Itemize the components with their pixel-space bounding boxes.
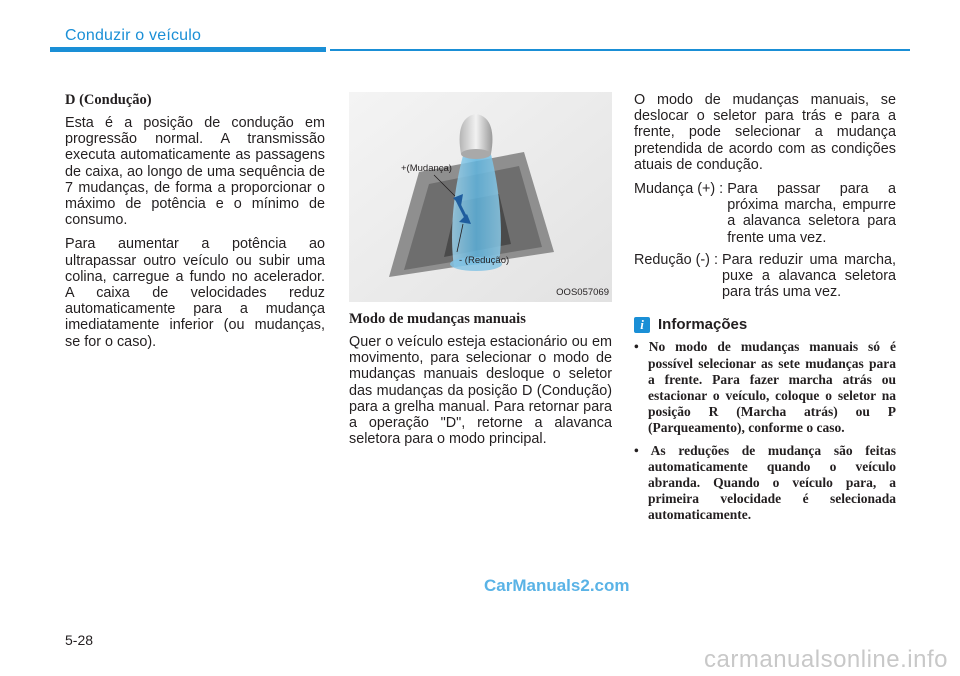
column-left [65, 92, 325, 358]
info-icon: i [634, 317, 650, 333]
definition-shift-down [634, 252, 896, 301]
list-item: • As reduções de mudança são feitas automaticamente quando o veículo abranda. Quando o veículo para, a primeira velocidade é selecionada automaticamente. [634, 442, 896, 523]
column-middle [349, 92, 612, 455]
header-rule-thin [330, 49, 910, 51]
info-header [634, 316, 896, 333]
info-list [634, 339, 896, 523]
definition-term: Mudança (+) : [634, 181, 724, 198]
definition-shift-up [634, 181, 896, 246]
figure-code: OOS057069 [556, 287, 609, 298]
definition-description: Para reduzir uma marcha, puxe a alavanca seletora para trás uma vez. [721, 251, 896, 301]
watermark-link[interactable]: CarManuals2.com [484, 576, 630, 595]
heading-drive: D (Condução) [65, 92, 152, 108]
footer-watermark: carmanualsonline.info [704, 646, 948, 673]
paragraph-drive-2: Para aumentar a potência ao ultrapassar outro veículo ou subir uma colina, carregue a fundo no acelerador. A caixa de velocidades reduz automaticamente para a mudança imediatamente inferior (ou mudanças, se for o caso). [65, 236, 325, 350]
paragraph-drive-1: Esta é a posição de condução em progressão normal. A transmissão executa automaticamente as passagens de caixa, ao longo de uma sequência de 7 mudanças, de forma a proporcionar o máximo de potência e o mínimo de consumo. [65, 115, 325, 229]
heading-manual-mode: Modo de mudanças manuais [349, 311, 526, 327]
paragraph-manual-mode: Quer o veículo esteja estacionário ou em movimento, para selecionar o modo de mudanças manuais desloque o seletor das mudanças da posição D (Condução) para a grelha manual. Para retornar para a operação "D", retorne a alavanca seletora para o modo principal. [349, 334, 612, 448]
definition-term: Redução (-) : [634, 251, 718, 268]
label-shift-down: - (Redução) [459, 255, 510, 266]
definition-description: Para passar para a próxima marcha, empurre a alavanca seletora para frente uma vez. [727, 181, 896, 246]
gear-shifter-illustration [349, 92, 612, 302]
info-title: Informações [658, 316, 748, 334]
label-shift-up: +(Mudança) [401, 163, 452, 174]
paragraph-manual-shift: O modo de mudanças manuais, se deslocar o seletor para trás e para a frente, pode selecionar a mudança pretendida de acordo com as condições atuais de condução. [634, 92, 896, 173]
column-right [634, 92, 896, 530]
section-title: Conduzir o veículo [65, 27, 202, 44]
list-item: • No modo de mudanças manuais só é possível selecionar as sete mudanças para a frente. Para fazer marcha atrás ou estacionar o veículo, coloque o seletor na posição R (Marcha atrás) ou P (Parqueamento), conforme o caso. [634, 339, 896, 436]
gear-shifter-figure [349, 92, 612, 302]
page-number: 5-28 [65, 632, 94, 648]
header-rule-thick [50, 47, 326, 52]
